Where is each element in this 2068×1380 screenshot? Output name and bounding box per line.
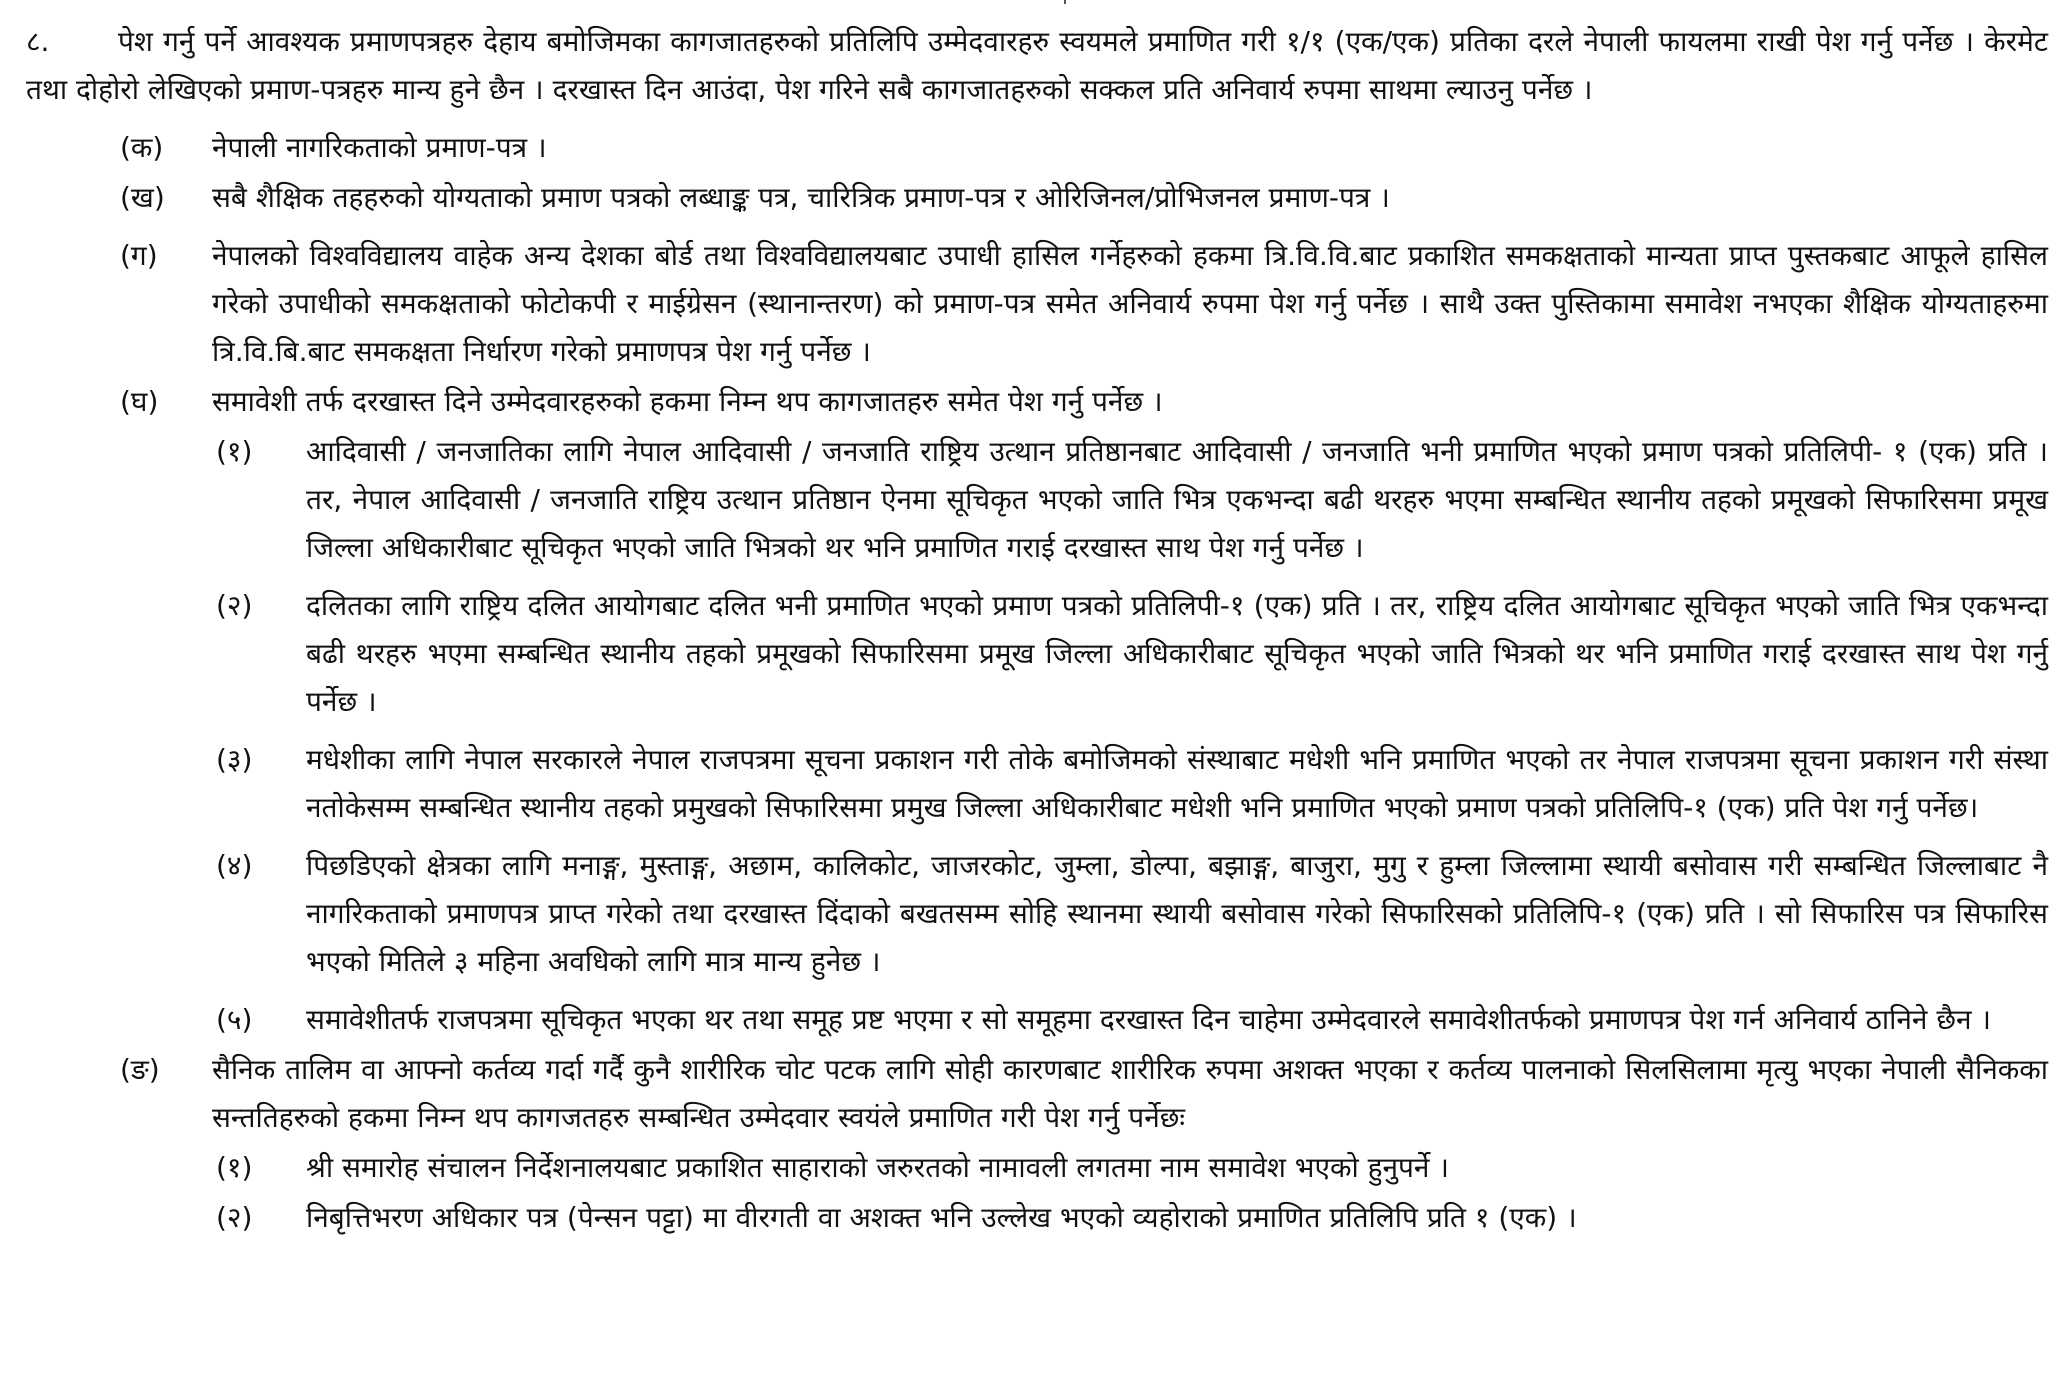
- subitem-text: समावेशीतर्फ राजपत्रमा सूचिकृत भएका थर तथा समूह प्रष्ट भएमा र सो समूहमा दरखास्त दिन चाहेमा उम्मेदवारले समावेशीतर्फको प्रमाणपत्र पेश गर्न अनिवार्य ठानिने छैन ।: [306, 1003, 1992, 1036]
- subitem-text: आदिवासी / जनजातिका लागि नेपाल आदिवासी / जनजाति राष्ट्रिय उत्थान प्रतिष्ठानबाट आदिवासी / जनजाति भनी प्रमाणित भएको प्रमाण पत्रको प्रतिलिपी- १ (एक) प्रति । तर, नेपाल आदिवासी / जनजाति राष्ट्रिय उत्थान प्रतिष्ठान ऐनमा सूचिकृत भएको जाति भित्र एकभन्दा बढी थरहरु भएमा सम्बन्धित स्थानीय तहको प्रमूखको सिफारिसमा प्रमूख जिल्ला अधिकारीबाट सूचिकृत भएको जाति भित्रको थर भनि प्रमाणित गराई दरखास्त साथ पेश गर्नु पर्नेछ ।: [306, 435, 2048, 564]
- item-text: नेपाली नागरिकताको प्रमाण-पत्र ।: [212, 131, 547, 164]
- item-text: सैनिक तालिम वा आफ्नो कर्तव्य गर्दा गर्दै कुनै शारीरिक चोट पटक लागि सोही कारणबाट शारीरिक रुपमा अशक्त भएका र कर्तव्य पालनाको सिलसिलामा मृत्यु भएका नेपाली सैनिकका सन्ततिहरुको हकमा निम्न थप कागजतहरु सम्बन्धित उम्मेदवार स्वयंले प्रमाणित गरी पेश गर्नु पर्नेछः: [212, 1053, 2048, 1134]
- subitem-label: (२): [216, 1201, 253, 1234]
- section-number: ८.: [26, 25, 50, 58]
- subitem-label: (१): [216, 1151, 253, 1184]
- subitem-label: (४): [216, 849, 253, 882]
- subitem-text: दलितका लागि राष्ट्रिय दलित आयोगबाट दलित भनी प्रमाणित भएको प्रमाण पत्रको प्रतिलिपी-१ (एक) प्रति । तर, राष्ट्रिय दलित आयोगबाट सूचिकृत भएको जाति भित्र एकभन्दा बढी थरहरु भएमा सम्बन्धित स्थानीय तहको प्रमूखको सिफारिसमा प्रमूख जिल्ला अधिकारीबाट सूचिकृत भएको जाति भित्रको थर भनि प्रमाणित गराई दरखास्त साथ पेश गर्नु पर्नेछ ।: [306, 589, 2048, 718]
- subitem-text: मधेशीका लागि नेपाल सरकारले नेपाल राजपत्रमा सूचना प्रकाशन गरी तोके बमोजिमको संस्थाबाट मधेशी भनि प्रमाणित भएको तर नेपाल राजपत्रमा सूचना प्रकाशन गरी संस्था नतोकेसम्म सम्बन्धित स्थानीय तहको प्रमुखको सिफारिसमा प्रमुख जिल्ला अधिकारीबाट मधेशी भनि प्रमाणित भएको प्रमाण पत्रको प्रतिलिपि-१ (एक) प्रति पेश गर्नु पर्नेछ।: [306, 743, 2048, 824]
- item-kha: [26, 174, 2048, 222]
- item-text: सबै शैक्षिक तहहरुको योग्यताको प्रमाण पत्रको लब्धाङ्क पत्र, चारित्रिक प्रमाण-पत्र र ओरिजिनल/प्रोभिजनल प्रमाण-पत्र ।: [212, 181, 1390, 214]
- subitem-text: श्री समारोह संचालन निर्देशनालयबाट प्रकाशित साहाराको जरुरतको नामावली लगतमा नाम समावेश भएको हुनुपर्ने ।: [306, 1151, 1449, 1184]
- subitem-gha-3: [26, 736, 2048, 832]
- page-top-mark: [1064, 0, 1066, 4]
- subitem-nga-1: [26, 1144, 2048, 1192]
- subitem-text: निबृत्तिभरण अधिकार पत्र (पेन्सन पट्टा) मा वीरगती वा अशक्त भनि उल्लेख भएको व्यहोराको प्रमाणित प्रतिलिपि प्रति १ (एक) ।: [306, 1201, 1577, 1234]
- subitem-label: (५): [216, 1003, 253, 1036]
- subitem-label: (३): [216, 743, 253, 776]
- item-nga: [26, 1046, 2048, 1142]
- subitem-gha-4: [26, 842, 2048, 986]
- subitem-label: (१): [216, 435, 253, 468]
- item-label: (क): [120, 131, 164, 164]
- subitem-nga-2: [26, 1194, 2048, 1242]
- subitem-label: (२): [216, 589, 253, 622]
- section-text: पेश गर्नु पर्ने आवश्यक प्रमाणपत्रहरु देहाय बमोजिमका कागजातहरुको प्रतिलिपि उम्मेदवारहरु स्वयमले प्रमाणित गरी १/१ (एक/एक) प्रतिका दरले नेपाली फायलमा राखी पेश गर्नु पर्नेछ । केरमेट तथा दोहोरो लेखिएको प्रमाण-पत्रहरु मान्य हुने छैन । दरखास्त दिन आउंदा, पेश गरिने सबै कागजातहरुको सक्कल प्रति अनिवार्य रुपमा साथमा ल्याउनु पर्नेछ ।: [26, 25, 2048, 106]
- item-text: समावेशी तर्फ दरखास्त दिने उम्मेदवारहरुको हकमा निम्न थप कागजातहरु समेत पेश गर्नु पर्नेछ ।: [212, 385, 1163, 418]
- item-label: (ङ): [120, 1053, 160, 1086]
- item-ka: [26, 124, 2048, 172]
- item-text: नेपालको विश्वविद्यालय वाहेक अन्य देशका बोर्ड तथा विश्वविद्यालयबाट उपाधी हासिल गर्नेहरुको हकमा त्रि.वि.वि.बाट प्रकाशित समकक्षताको मान्यता प्राप्त पुस्तकबाट आफूले हासिल गरेको उपाधीको समकक्षताको फोटोकपी र माईग्रेसन (स्थानान्तरण) को प्रमाण-पत्र समेत अनिवार्य रुपमा पेश गर्नु पर्नेछ । साथै उक्त पुस्तिकामा समावेश नभएका शैक्षिक योग्यताहरुमा त्रि.वि.बि.बाट समकक्षता निर्धारण गरेको प्रमाणपत्र पेश गर्नु पर्नेछ ।: [212, 239, 2048, 368]
- item-gha: [26, 378, 2048, 426]
- section-8-paragraph: [26, 18, 2048, 114]
- item-ga: [26, 232, 2048, 376]
- item-label: (ग): [120, 239, 158, 272]
- subitem-gha-2: [26, 582, 2048, 726]
- item-label: (ख): [120, 181, 165, 214]
- subitem-text: पिछडिएको क्षेत्रका लागि मनाङ्ग, मुस्ताङ्ग, अछाम, कालिकोट, जाजरकोट, जुम्ला, डोल्पा, बझाङ्ग, बाजुरा, मुगु र हुम्ला जिल्लामा स्थायी बसोवास गरी सम्बन्धित जिल्लाबाट नै नागरिकताको प्रमाणपत्र प्राप्त गरेको तथा दरखास्त दिंदाको बखतसम्म सोहि स्थानमा स्थायी बसोवास गरेको सिफारिसको प्रतिलिपि-१ (एक) प्रति । सो सिफारिस पत्र सिफारिस भएको मितिले ३ महिना अवधिको लागि मात्र मान्य हुनेछ ।: [306, 849, 2048, 978]
- item-label: (घ): [120, 385, 159, 418]
- subitem-gha-1: [26, 428, 2048, 572]
- subitem-gha-5: [26, 996, 2048, 1044]
